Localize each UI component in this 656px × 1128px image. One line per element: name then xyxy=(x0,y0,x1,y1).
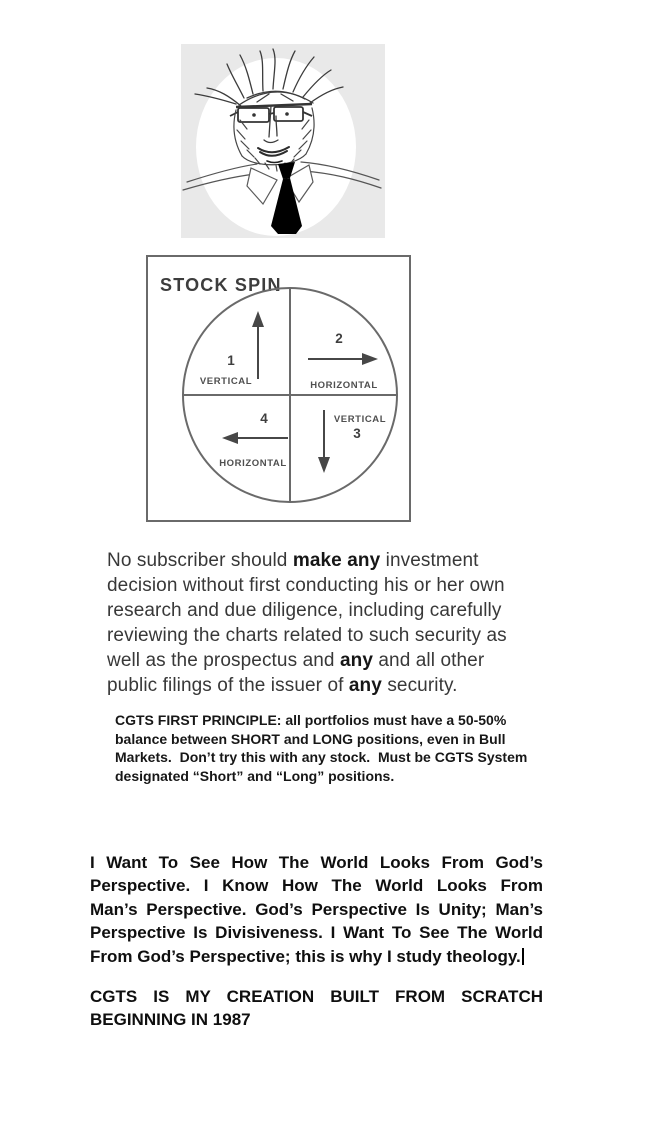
quadrant-1-label: VERTICAL xyxy=(199,376,253,387)
bearded-man-portrait-icon xyxy=(181,44,385,238)
disclaimer-paragraph: No subscriber should make any investment decision without first conducting his or her own research and due diligence, including carefully reviewing the charts related to such security as well as the prospectus and any and all other public filings of the issuer of any security. xyxy=(107,550,507,696)
quadrant-2-label: HORIZONTAL xyxy=(310,380,378,391)
portrait-image xyxy=(181,44,385,238)
quadrant-1-number: 1 xyxy=(227,353,235,368)
quadrant-3-label: VERTICAL xyxy=(333,414,387,425)
creation-paragraph: CGTS IS MY CREATION BUILT FROM SCRATCH BEGINNING IN 1987 xyxy=(90,987,543,1030)
diagram-title: STOCK SPIN xyxy=(160,275,282,295)
quadrant-4-number: 4 xyxy=(260,411,268,426)
quadrant-2-number: 2 xyxy=(335,331,343,346)
theology-paragraph: I Want To See How The World Looks From God’s Perspective. I Know How The World Looks From Man’s Perspective. God’s Perspective Is Unity; Man’s Perspective Is Divisiveness. I Want To See The World From God’s Perspective; this is why I study theology. xyxy=(90,853,543,966)
first-principle-paragraph: CGTS FIRST PRINCIPLE: all portfolios must have a 50-50% balance between SHORT and LONG positions, even in Bull Markets. Don’t try this with any stock. Must be CGTS System designated “Short” and “Long” positions. xyxy=(115,712,528,784)
quadrant-4-label: HORIZONTAL xyxy=(219,458,287,469)
text-caret xyxy=(522,948,524,965)
quadrant-3-number: 3 xyxy=(353,426,361,441)
stock-spin-diagram xyxy=(146,255,411,522)
